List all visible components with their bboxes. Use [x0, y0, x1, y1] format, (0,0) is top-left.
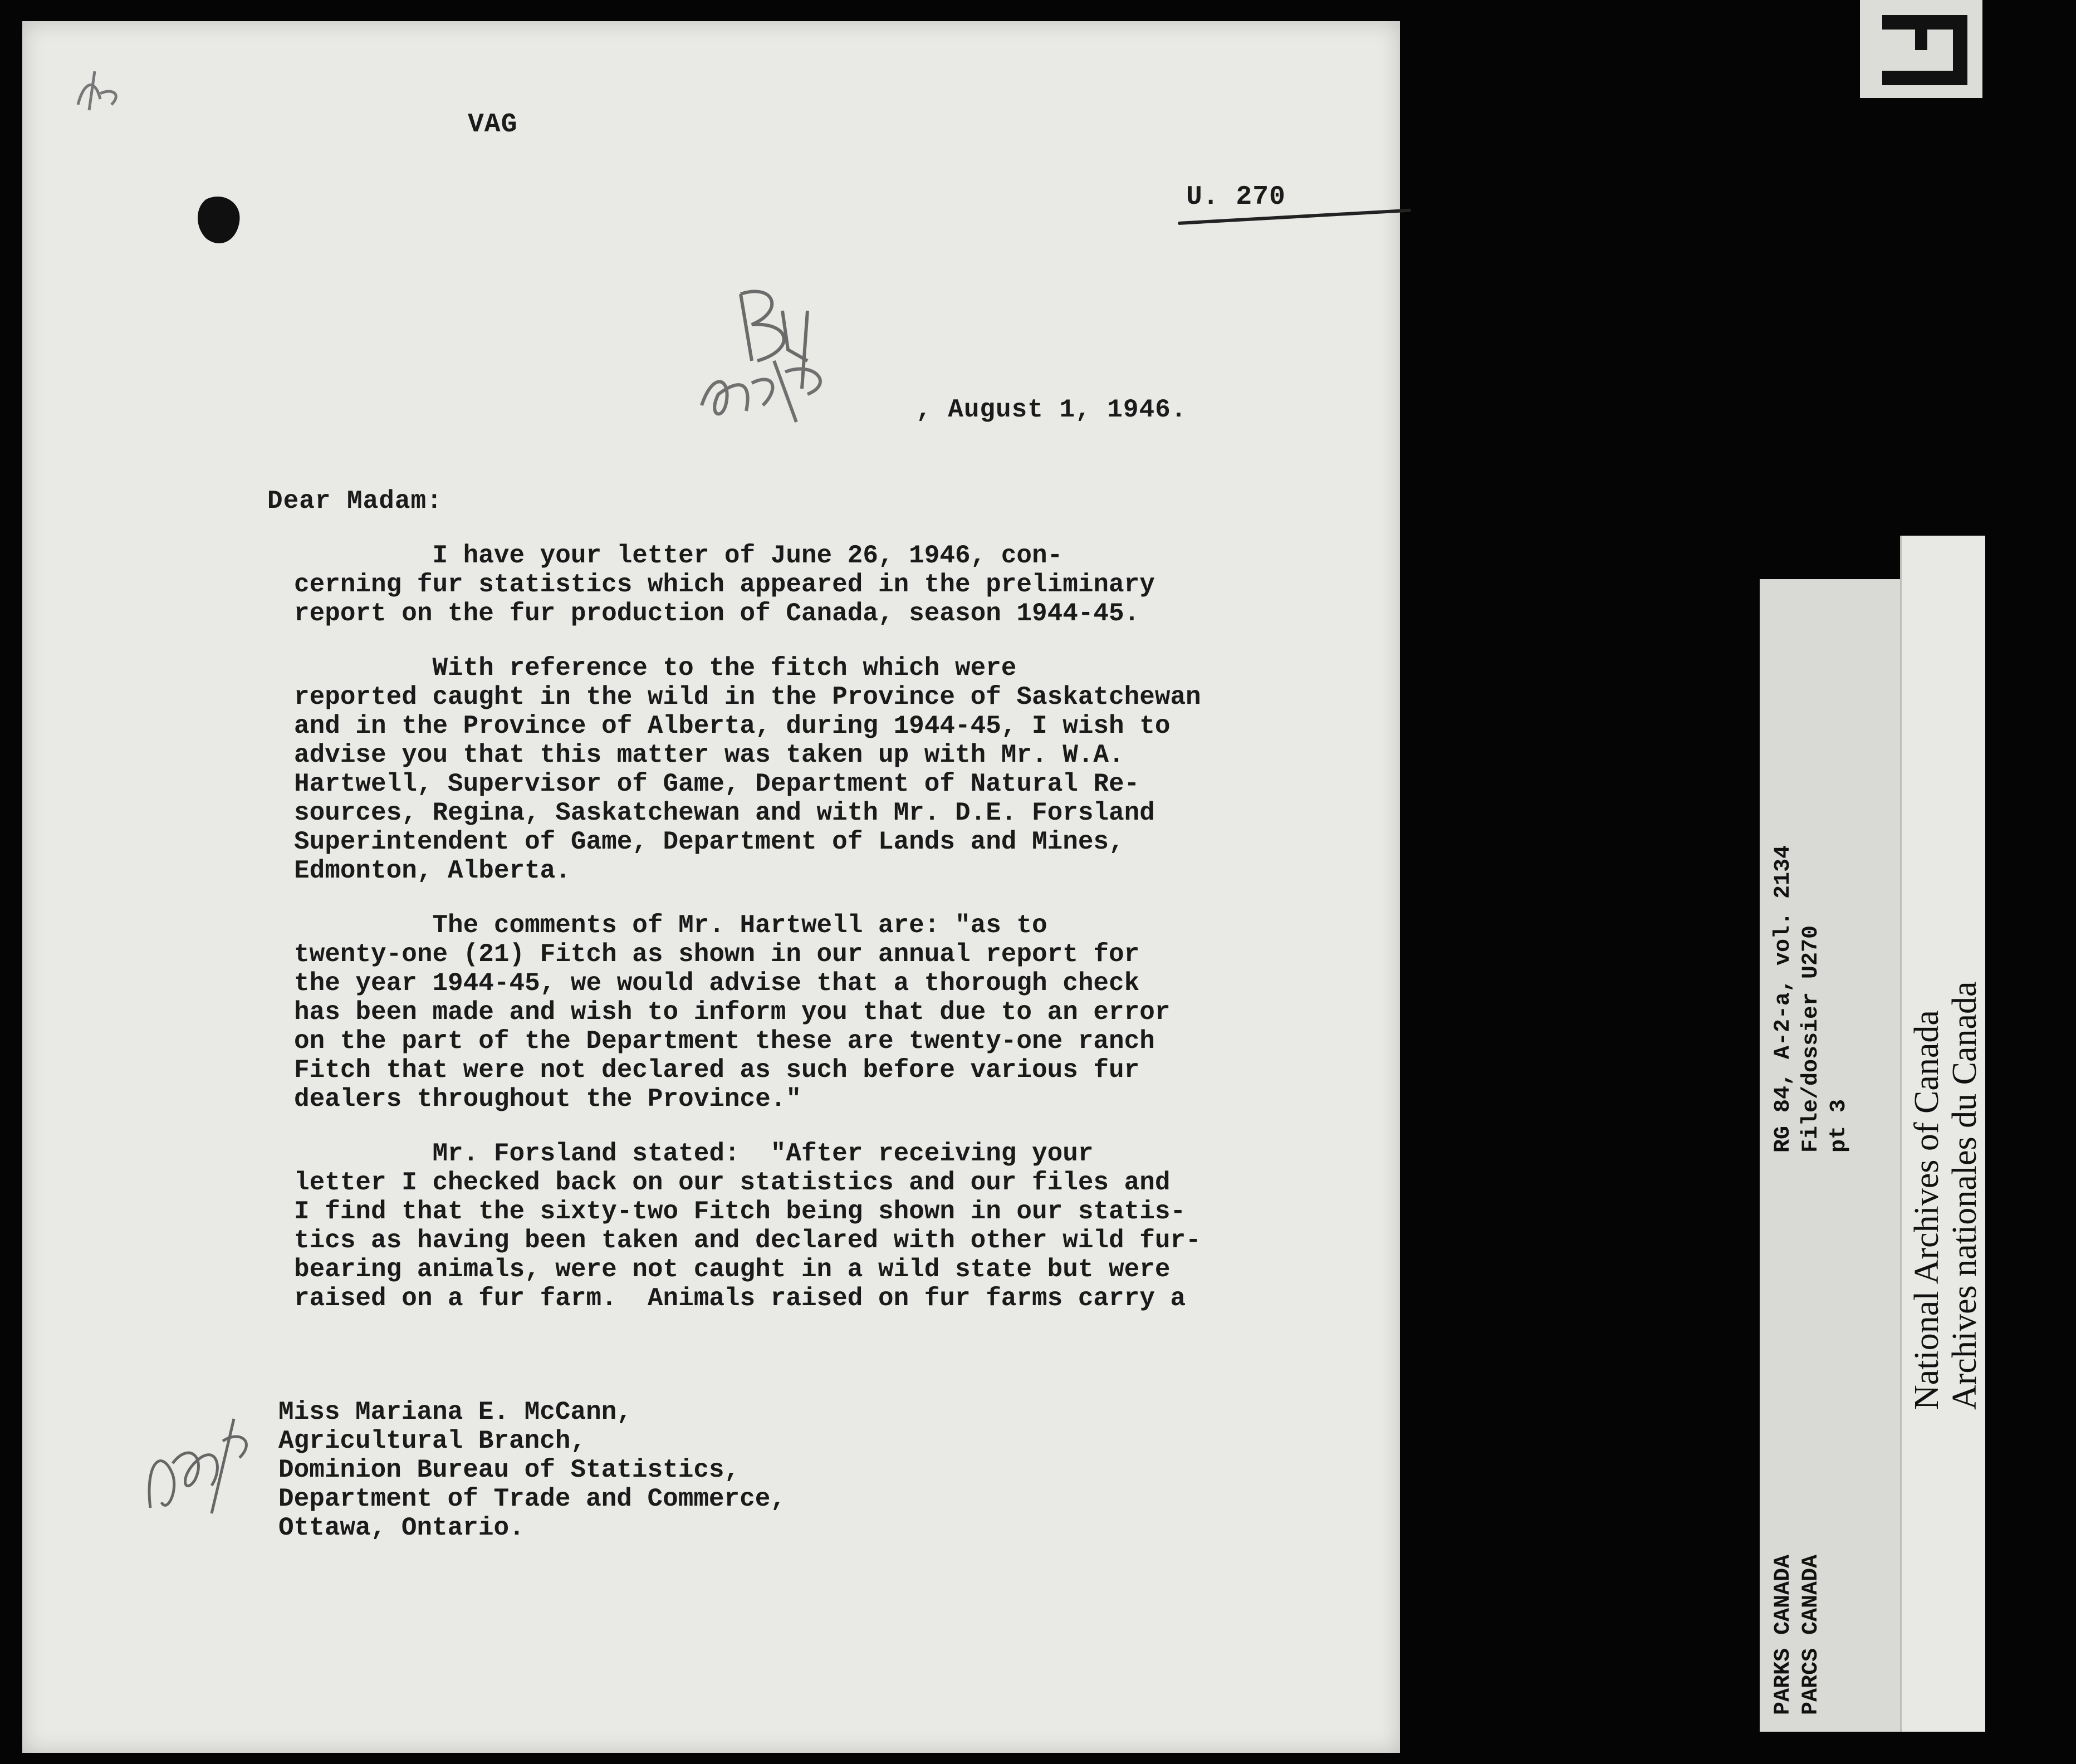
body-line: has been made and wish to inform you that due to an error: [294, 998, 1171, 1027]
body-line: dealers throughout the Province.": [294, 1085, 801, 1114]
body-line: sources, Regina, Saskatchewan and with Mr. D.E. Forsland: [294, 798, 1155, 827]
archive-file: File/dossier U270: [1799, 925, 1824, 1153]
address-line: Ottawa, Ontario.: [278, 1513, 525, 1542]
body-line: advise you that this matter was taken up with Mr. W.A.: [294, 741, 1124, 770]
body-line: tics as having been taken and declared with other wild fur-: [294, 1226, 1201, 1255]
archives-name-en: National Archives of Canada: [1908, 1010, 1946, 1410]
body-line: the year 1944-45, we would advise that a thorough check: [294, 969, 1140, 998]
letter-date: , August 1, 1946.: [916, 395, 1187, 424]
file-reference: U. 270: [1186, 182, 1286, 212]
body-line: report on the fur production of Canada, season 1944-45.: [294, 599, 1140, 628]
body-line: Mr. Forsland stated: "After receiving your: [294, 1139, 1094, 1168]
microfilm-frame-tab: [1860, 0, 1982, 98]
parks-canada-fr: PARCS CANADA: [1799, 1554, 1824, 1715]
body-line: on the part of the Department these are twenty-one ranch: [294, 1027, 1155, 1056]
body-line: I find that the sixty-two Fitch being shown in our statis-: [294, 1197, 1186, 1226]
archive-reference-label: [1760, 579, 1904, 1732]
body-line: reported caught in the wild in the Province of Saskatchewan: [294, 683, 1201, 712]
national-archives-label: [1900, 536, 1985, 1732]
address-line: Miss Mariana E. McCann,: [278, 1398, 632, 1427]
body-line: With reference to the fitch which were: [294, 654, 1017, 683]
corner-pencil-mark: [67, 60, 134, 121]
body-line: Edmonton, Alberta.: [294, 856, 571, 885]
address-line: Department of Trade and Commerce,: [278, 1484, 786, 1513]
body-line: letter I checked back on our statistics and our files and: [294, 1168, 1171, 1197]
body-line: and in the Province of Alberta, during 1944-45, I wish to: [294, 712, 1171, 741]
address-line: Agricultural Branch,: [278, 1427, 586, 1456]
ink-blot: [189, 188, 256, 255]
body-line: cerning fur statistics which appeared in the preliminary: [294, 570, 1155, 599]
archive-reference: RG 84, A-2-a, vol. 2134: [1771, 845, 1796, 1153]
body-line: Superintendent of Game, Department of Lands and Mines,: [294, 827, 1124, 856]
body-line: The comments of Mr. Hartwell are: "as to: [294, 911, 1047, 940]
archive-part: pt 3: [1827, 1099, 1852, 1153]
body-line: Fitch that were not declared as such before various fur: [294, 1056, 1140, 1085]
body-line: raised on a fur farm. Animals raised on fur farms carry a: [294, 1284, 1186, 1313]
salutation: Dear Madam:: [267, 487, 443, 516]
frame-marker-glyph: [1860, 0, 1982, 98]
letter-page: [22, 21, 1400, 1753]
archives-name-fr: Archives nationales du Canada: [1946, 981, 1984, 1410]
body-line: Hartwell, Supervisor of Game, Department of Natural Re-: [294, 770, 1140, 798]
body-line: I have your letter of June 26, 1946, con-: [294, 541, 1063, 570]
body-line: bearing animals, were not caught in a wild state but were: [294, 1255, 1171, 1284]
header-code: VAG: [468, 110, 518, 140]
parks-canada-en: PARKS CANADA: [1771, 1554, 1796, 1715]
body-line: twenty-one (21) Fitch as shown in our annual report for: [294, 940, 1140, 969]
margin-pencil-mark: [128, 1396, 273, 1530]
address-line: Dominion Bureau of Statistics,: [278, 1456, 740, 1484]
handwritten-initials-mark: [668, 277, 858, 444]
